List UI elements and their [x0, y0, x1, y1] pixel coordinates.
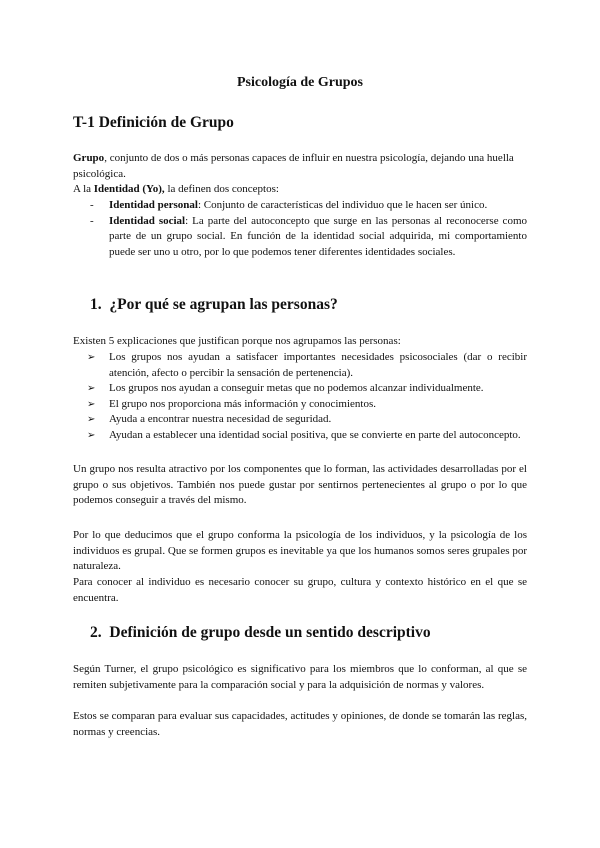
identity-term: Identidad personal — [109, 199, 198, 211]
section-2-heading — [90, 623, 431, 643]
list-item — [73, 428, 527, 444]
reason-text: Ayudan a establecer una identidad social positiva, que se convierte en parte del autoconcepto. — [109, 428, 521, 441]
dash-marker: - — [90, 199, 94, 211]
section-2-paragraph-1: Según Turner, el grupo psicológico es significativo para los miembros que lo conforman, al que se remiten subjetivamente para la comparación social y para la adquisición de normas y valores. — [73, 663, 527, 691]
list-item — [73, 350, 527, 381]
section-1-title: ¿Por qué se agrupan las personas? — [109, 296, 338, 313]
reason-text: El grupo nos proporciona más información y conocimientos. — [109, 397, 376, 410]
reason-text: Los grupos nos ayudan a conseguir metas que no podemos alcanzar individualmente. — [109, 382, 484, 395]
identity-text: : Conjunto de características del individuo que le hacen ser único. — [197, 199, 488, 211]
reason-text: Ayuda a encontrar nuestra necesidad de seguridad. — [109, 413, 332, 426]
arrow-bullet-icon: ➢ — [87, 398, 96, 410]
section-t1-heading: T-1 Definición de Grupo — [73, 114, 234, 131]
section-2-paragraph-2: Estos se comparan para evaluar sus capacidades, actitudes y opiniones, de donde se tomarán las reglas, normas y creencias. — [73, 710, 527, 738]
reason-text: Los grupos nos ayudan a satisfacer importantes necesidades psicosociales (dar o recibir atención, afecto o percibir la sensación de pertenencia). — [109, 351, 527, 379]
identity-term: Identidad social — [109, 214, 186, 227]
document-title: Psicología de Grupos — [236, 75, 363, 90]
identity-text: : La parte del autoconcepto que surge en las personas al reconocerse como parte de un grupo social. En función de la identidad social adquirida, mi comportamiento puede ser uno u otro, por lo que podemos tener diferentes identidades sociales. — [109, 214, 527, 258]
section-1-paragraph-2: Por lo que deducimos que el grupo conforma la psicología de los individuos, y la psicología de los individuos es grupal. Que se formen grupos es inevitable ya que los humanos somos seres grupales por naturaleza. — [73, 529, 527, 573]
grupo-paragraph — [73, 151, 527, 182]
section-1-heading — [90, 295, 338, 315]
identidad-intro — [73, 182, 527, 198]
section-2-title: Definición de grupo desde un sentido descriptivo — [109, 624, 431, 641]
list-item — [73, 412, 527, 428]
arrow-bullet-icon: ➢ — [87, 352, 96, 363]
identity-list — [73, 198, 527, 260]
grupo-definition — [73, 151, 527, 198]
arrow-bullet-icon: ➢ — [87, 429, 96, 441]
arrow-bullet-icon: ➢ — [87, 383, 96, 395]
list-item — [73, 397, 527, 413]
section-1-paragraph-3: Para conocer al individuo es necesario conocer su grupo, cultura y contexto histórico en el que se encuentra. — [73, 576, 527, 604]
list-item — [73, 214, 527, 261]
dash-marker: - — [90, 214, 94, 227]
identidad-intro-a: A la — [73, 183, 94, 196]
list-item — [73, 381, 527, 397]
section-1-intro: Existen 5 explicaciones que justifican porque nos agrupamos las personas: — [73, 335, 401, 347]
identidad-intro-b: la definen dos conceptos: — [164, 183, 279, 196]
reasons-list — [73, 350, 527, 444]
section-1-paragraph-1: Un grupo nos resulta atractivo por los componentes que lo forman, las actividades desarrolladas por el grupo o sus objetivos. También nos puede gustar por sentirnos pertenecientes al grupo o por lo que podemos conseguir a través del mismo. — [73, 463, 527, 507]
grupo-term: Grupo — [73, 152, 105, 164]
arrow-bullet-icon: ➢ — [87, 414, 96, 426]
section-2-number: 2. — [90, 624, 102, 641]
grupo-text: , conjunto de dos o más personas capaces de influir en nuestra psicología, dejando una huella psicológica. — [73, 152, 514, 180]
identidad-term: Identidad (Yo), — [93, 183, 165, 196]
list-item — [73, 198, 527, 214]
section-1-number: 1. — [90, 296, 102, 313]
